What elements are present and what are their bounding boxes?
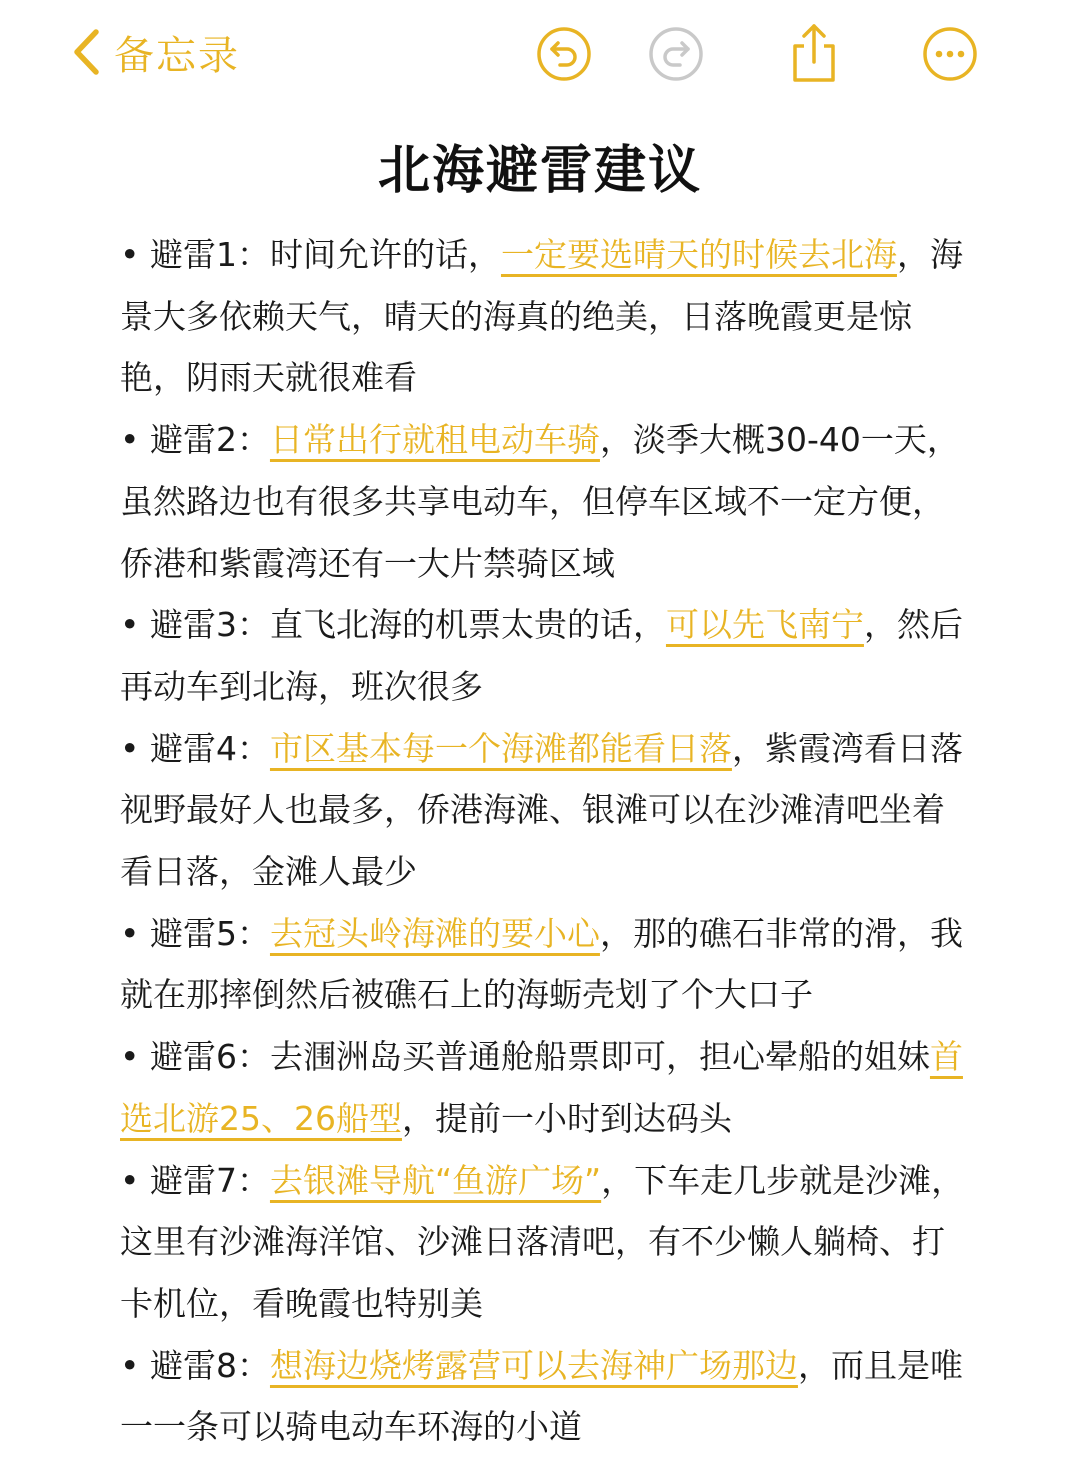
note-title: 北海避雷建议 [377, 141, 702, 201]
item-text: ，提前一小时到达码头 [401, 1098, 732, 1138]
chevron-left-icon [72, 28, 100, 76]
item-text: • 避雷7： [120, 1160, 270, 1200]
note-item-5 [120, 903, 970, 1026]
item-text: • 避雷1：时间允许的话， [120, 235, 501, 274]
item-text: ，紫霞湾看日落视野最好人也最多，侨港海滩、银滩可以在沙滩清吧坐着看日落，金滩人最少 [120, 728, 963, 892]
redo-button[interactable] [646, 24, 706, 84]
note-item-6 [120, 1026, 970, 1149]
highlighted-text: 想海边烧烤露营可以去海神广场那边 [269, 1345, 798, 1385]
item-text: ，而且是唯一一条可以骑电动车环海的小道 [120, 1345, 963, 1447]
undo-button[interactable] [534, 24, 594, 84]
item-text: • 避雷4： [120, 728, 270, 768]
back-button[interactable] [72, 22, 240, 82]
note-item-7 [120, 1150, 970, 1335]
more-icon [920, 24, 980, 84]
note-item-1 [120, 224, 970, 409]
item-text: ，淡季大概30-40一天，虽然路边也有很多共享电动车，但停车区域不一定方便，侨港和紫霞湾还有一大片禁骑区域 [120, 420, 960, 583]
item-text: • 避雷6：去涠洲岛买普通舱船票即可，担心晕船的姐妹 [120, 1037, 930, 1077]
back-label: 备忘录 [114, 32, 240, 79]
note-item-2 [120, 409, 970, 594]
redo-icon [646, 24, 706, 84]
highlighted-text: 市区基本每一个海滩都能看日落 [269, 728, 732, 768]
highlighted-text: 首选北游25、26船型 [120, 1037, 963, 1138]
note-item-3 [120, 594, 970, 717]
highlighted-text: 去冠头岭海滩的要小心 [269, 913, 600, 953]
more-button[interactable] [920, 24, 980, 84]
item-text: ，然后再动车到北海，班次很多 [120, 605, 963, 706]
note-item-8 [120, 1335, 970, 1458]
item-text: • 避雷8： [120, 1345, 270, 1385]
note-body[interactable] [120, 224, 970, 1458]
highlighted-text: 日常出行就租电动车骑 [269, 420, 600, 460]
item-text: • 避雷5： [120, 913, 270, 953]
highlighted-text: 去银滩导航“鱼游广场” [269, 1160, 602, 1200]
share-icon [784, 22, 844, 86]
highlighted-text: 可以先飞南宁 [665, 605, 864, 645]
item-text: ，下车走几步就是沙滩，这里有沙滩海洋馆、沙滩日落清吧，有不少懒人躺椅、打卡机位，看晚霞也特别美 [120, 1160, 965, 1323]
highlighted-text: 一定要选晴天的时候去北海 [500, 235, 897, 274]
item-text: ，那的礁石非常的滑，我就在那摔倒然后被礁石上的海蛎壳划了个大口子 [120, 913, 963, 1015]
navigation-bar [0, 0, 1080, 110]
item-text: • 避雷2： [120, 420, 270, 460]
undo-icon [534, 24, 594, 84]
note-item-4 [120, 718, 970, 903]
item-text: • 避雷3：直飞北海的机票太贵的话， [120, 605, 666, 645]
share-button[interactable] [784, 24, 844, 84]
item-text: ，海景大多依赖天气，晴天的海真的绝美，日落晚霞更是惊艳，阴雨天就很难看 [120, 235, 963, 398]
